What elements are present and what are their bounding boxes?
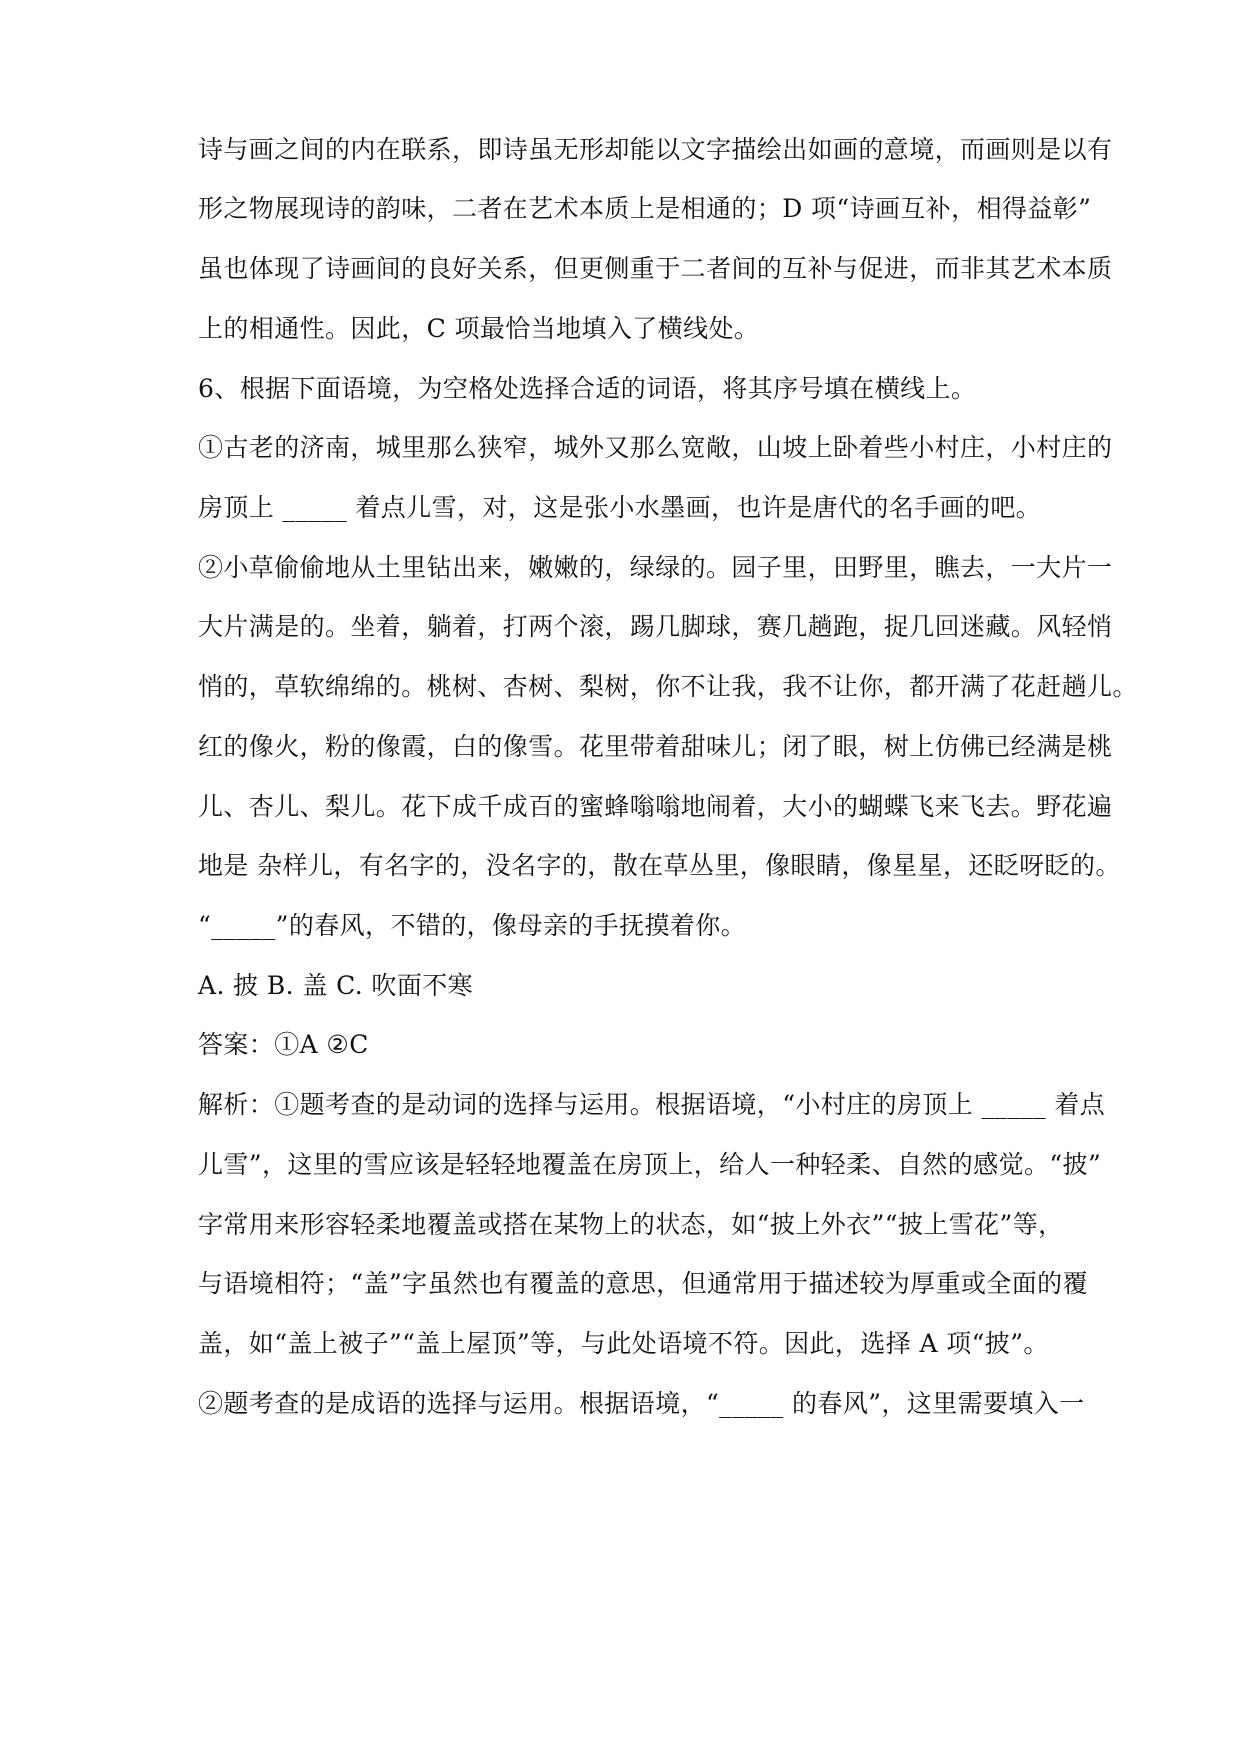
question-heading: 6、根据下面语境，为空格处选择合适的词语，将其序号填在横线上。 — [198, 374, 977, 403]
answer-options: A. 披 B. 盖 C. 吹面不寒 — [198, 971, 474, 1000]
text-line: ②小草偷偷地从土里钻出来，嫩嫩的，绿绿的。园子里，田野里，瞧去，一大片一 — [198, 553, 1113, 582]
text-line: 上的相通性。因此，C 项最恰当地填入了横线处。 — [198, 314, 760, 343]
text-line: “_____”的春风，不错的，像母亲的手抚摸着你。 — [198, 911, 747, 940]
text-line: 地是 杂样儿，有名字的，没名字的，散在草丛里，像眼睛，像星星，还眨呀眨的。 — [198, 851, 1121, 880]
text-line: 儿雪”，这里的雪应该是轻轻地覆盖在房顶上，给人一种轻柔、自然的感觉。“披” — [198, 1150, 1102, 1179]
text-line: 诗与画之间的内在联系，即诗虽无形却能以文字描绘出如画的意境，而画则是以有 — [198, 135, 1113, 164]
text-line: 红的像火，粉的像霞，白的像雪。花里带着甜味儿；闭了眼，树上仿佛已经满是桃 — [198, 732, 1113, 761]
text-line: 悄的，草软绵绵的。桃树、杏树、梨树，你不让我，我不让你，都开满了花赶趟儿。 — [198, 672, 1138, 701]
text-line: 字常用来形容轻柔地覆盖或搭在某物上的状态，如“披上外衣”“披上雪花”等， — [198, 1210, 1064, 1239]
analysis-line: 解析：①题考查的是动词的选择与运用。根据语境，“小村庄的房顶上 _____ 着点 — [198, 1090, 1106, 1119]
text-line: ①古老的济南，城里那么狭窄，城外又那么宽敞，山坡上卧着些小村庄，小村庄的 — [198, 433, 1113, 462]
text-line: 盖，如“盖上被子”“盖上屋顶”等，与此处语境不符。因此，选择 A 项“披”。 — [198, 1329, 1049, 1358]
answer-line: 答案：①A ②C — [198, 1030, 369, 1059]
text-line: 虽也体现了诗画间的良好关系，但更侧重于二者间的互补与促进，而非其艺术本质 — [198, 254, 1113, 283]
text-line: 大片满是的。坐着，躺着，打两个滚，踢几脚球，赛几趟跑，捉几回迷藏。风轻悄 — [198, 612, 1113, 641]
text-line: 与语境相符；“盖”字虽然也有覆盖的意思，但通常用于描述较为厚重或全面的覆 — [198, 1269, 1088, 1298]
text-line: 儿、杏儿、梨儿。花下成千成百的蜜蜂嗡嗡地闹着，大小的蝴蝶飞来飞去。野花遍 — [198, 792, 1113, 821]
text-line: 房顶上 _____ 着点儿雪，对，这是张小水墨画，也许是唐代的名手画的吧。 — [198, 493, 1042, 522]
text-line: ②题考查的是成语的选择与运用。根据语境，“_____ 的春风”，这里需要填入一 — [198, 1389, 1085, 1418]
text-line: 形之物展现诗的韵味，二者在艺术本质上是相通的；D 项“诗画互补，相得益彰” — [198, 194, 1092, 223]
